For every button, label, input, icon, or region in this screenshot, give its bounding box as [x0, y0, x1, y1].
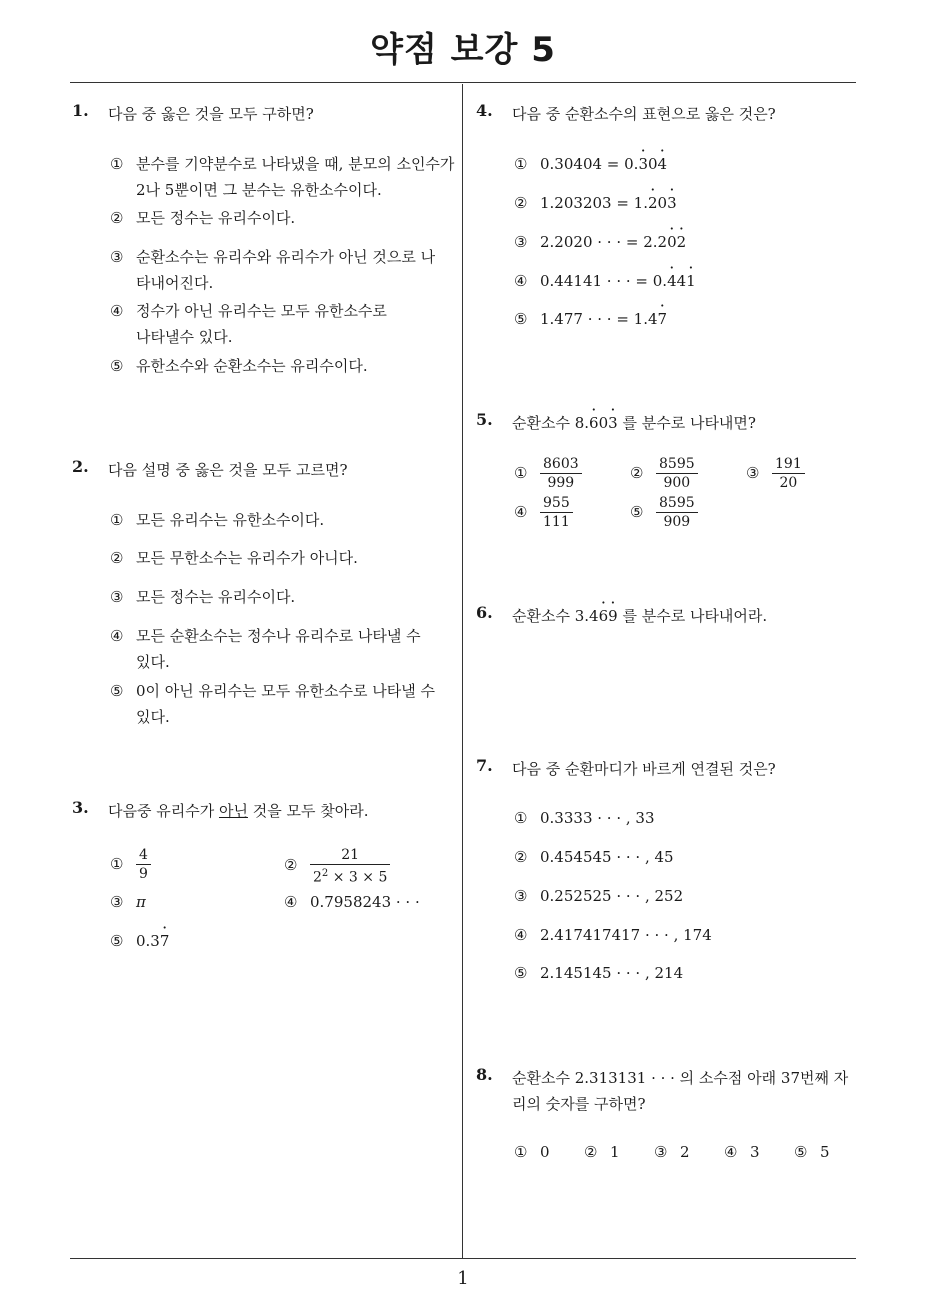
option-5[interactable]: ⑤ 1.477 · · · = 1.4· 7: [514, 306, 667, 332]
page-title: 약점 보강 5: [370, 30, 556, 70]
option-1[interactable]: ① 0: [514, 1143, 550, 1161]
option-3[interactable]: ③ $\frac{191}{20}$: [746, 455, 805, 492]
option-3[interactable]: ③ 2: [654, 1143, 690, 1161]
option-5[interactable]: ⑤ $\frac{8595}{909}$: [630, 494, 698, 531]
option-5[interactable]: ⑤ 5: [794, 1143, 830, 1161]
question-number: 6.: [476, 603, 493, 622]
option-1[interactable]: ① 0.30404 = 0.· 30· 4: [514, 151, 667, 177]
question-number: 1.: [72, 101, 89, 120]
question-number: 4.: [476, 101, 493, 120]
header-divider: [70, 82, 856, 83]
option-3[interactable]: ③ 순환소수는 유리수와 유리수가 아닌 것으로 나타내어진다.: [110, 248, 436, 292]
question-text: 순환소수 3.4· 6· 9 를 분수로 나타내어라.: [512, 603, 852, 629]
option-3[interactable]: ③ 2.2020 · · · = 2.2· 0· 2: [514, 229, 686, 255]
option-4[interactable]: ④ 모든 순환소수는 정수나 유리수로 나타낼 수 있다.: [110, 627, 421, 671]
question-number: 2.: [72, 457, 89, 476]
option-3[interactable]: ③ π: [110, 893, 146, 911]
option-2[interactable]: ② 1: [584, 1143, 620, 1161]
fraction: $\frac{191}{20}$: [772, 455, 805, 492]
underlined-word: 아닌: [218, 802, 248, 820]
page-number: 1: [457, 1268, 469, 1289]
question-number: 5.: [476, 410, 493, 429]
fraction: $\frac{8603}{999}$: [540, 455, 582, 492]
option-1[interactable]: ① $\frac{8603}{999}$: [514, 455, 582, 492]
question-text: 다음 설명 중 옳은 것을 모두 고르면?: [108, 461, 348, 479]
fraction: $\frac{8595}{900}$: [656, 455, 698, 492]
option-5[interactable]: ⑤ 0이 아닌 유리수는 모두 유한소수로 나타낼 수 있다.: [110, 682, 435, 726]
option-1[interactable]: ① 분수를 기약분수로 나타냈을 때, 분모의 소인수가 2나 5뿐이면 그 분수는 유한소수이다.: [110, 155, 455, 199]
option-4[interactable]: ④ 3: [724, 1143, 760, 1161]
question-text: 순환소수 2.313131 · · · 의 소수점 아래 37번째 자리의 숫자를 구하면?: [512, 1069, 849, 1113]
option-5[interactable]: ⑤ 0.3· 7: [110, 928, 169, 954]
option-4[interactable]: ④ 정수가 아닌 유리수는 모두 유한소수로 나타낼수 있다.: [110, 302, 387, 346]
option-2[interactable]: ② 1.203203 = 1.· 20· 3: [514, 190, 677, 216]
question-text: 순환소수 8.· 60· 3 를 분수로 나타내면?: [512, 410, 852, 436]
question-text: 다음 중 순환마디가 바르게 연결된 것은?: [512, 760, 776, 778]
option-5[interactable]: ⑤ 유한소수와 순환소수는 유리수이다.: [110, 357, 368, 375]
question-text: 다음중 유리수가 아닌 것을 모두 찾아라.: [108, 802, 369, 820]
option-3[interactable]: ③ 0.252525 · · · , 252: [514, 887, 684, 905]
option-4[interactable]: ④ 0.7958243 · · ·: [284, 893, 420, 911]
option-2[interactable]: ② 모든 정수는 유리수이다.: [110, 209, 296, 227]
option-2[interactable]: ② $\frac{21}{2^2 \times 3 \times 5}$: [284, 846, 390, 887]
fraction: $\frac{21}{2^2 \times 3 \times 5}$: [310, 846, 390, 887]
fraction: $\frac{4}{9}$: [136, 846, 151, 883]
option-2[interactable]: ② $\frac{8595}{900}$: [630, 455, 698, 492]
option-4[interactable]: ④ $\frac{955}{111}$: [514, 494, 573, 531]
option-1[interactable]: ① 모든 유리수는 유한소수이다.: [110, 511, 325, 529]
footer-divider: [70, 1258, 856, 1259]
fraction: $\frac{8595}{909}$: [656, 494, 698, 531]
question-number: 8.: [476, 1065, 493, 1084]
option-2[interactable]: ② 0.454545 · · · , 45: [514, 848, 674, 866]
option-2[interactable]: ② 모든 무한소수는 유리수가 아니다.: [110, 549, 358, 567]
fraction: $\frac{955}{111}$: [540, 494, 573, 531]
option-3[interactable]: ③ 모든 정수는 유리수이다.: [110, 588, 296, 606]
option-1[interactable]: ① $\frac{4}{9}$: [110, 846, 151, 883]
option-5[interactable]: ⑤ 2.145145 · · · , 214: [514, 964, 684, 982]
option-4[interactable]: ④ 0.44141 · · · = 0.· 44· 1: [514, 268, 696, 294]
question-text: 다음 중 순환소수의 표현으로 옳은 것은?: [512, 105, 776, 123]
question-number: 3.: [72, 798, 89, 817]
option-4[interactable]: ④ 2.417417417 · · · , 174: [514, 926, 712, 944]
question-text: 다음 중 옳은 것을 모두 구하면?: [108, 105, 314, 123]
question-number: 7.: [476, 756, 493, 775]
column-divider: [462, 84, 463, 1258]
option-1[interactable]: ① 0.3333 · · · , 33: [514, 809, 655, 827]
